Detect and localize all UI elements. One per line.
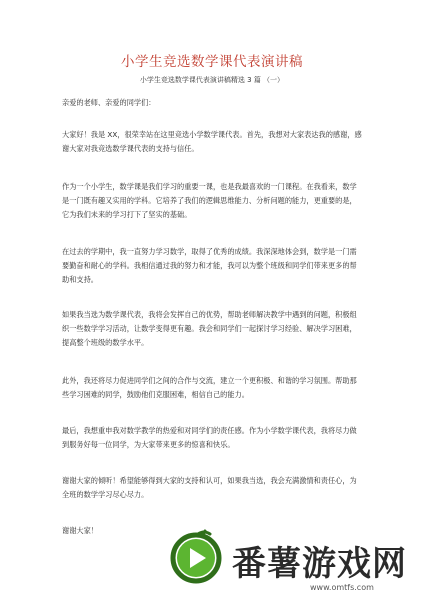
paragraph-thanks-listening: 谢谢大家的倾听！希望能够得到大家的支持和认可，如果我当选，我会充满激情和责任心，为全班的数学学习尽心尽力。 <box>62 476 357 499</box>
paragraph-salutation: 亲爱的老师、亲爱的同学们： <box>62 98 156 107</box>
paragraph-intro: 大家好！我是 XX，很荣幸站在这里竞选小学数学课代表。首先，我想对大家表达我的感谢，感谢大家对我竞选数学课代表的支持与信任。 <box>62 130 362 153</box>
document-title: 小学生竞选数学课代表演讲稿 <box>121 54 303 70</box>
paragraph-closing: 最后，我想重申我对数学教学的热爱和对同学们的责任感。作为小学数学课代表，我将尽力做到服务好每一位同学，为大家带来更多的惊喜和快乐。 <box>62 426 357 449</box>
paragraph-thanks: 谢谢大家！ <box>62 526 98 535</box>
watermark-brand: 番薯游戏网 <box>232 544 407 584</box>
paragraph-math-importance: 作为一个小学生，数学课是我们学习的重要一课，也是我最喜欢的一门课程。在我看来，数学是一门既有趣又实用的学科。它培养了我们的逻辑思维能力、分析问题的能力，更重要的是，它为我们未来的学习打下了坚实的基础。 <box>62 182 357 219</box>
paragraph-past-semester: 在过去的学期中，我一直努力学习数学，取得了优秀的成绩。我深深地体会到，数学是一门需要勤奋和耐心的学科。我相信通过我的努力和才能，我可以为整个班级和同学们带来更多的帮助和支持。 <box>62 247 357 284</box>
watermark-url: www.omtfs.com <box>310 583 374 592</box>
document-subtitle: 小学生竞选数学课代表演讲稿精选 3 篇 （一） <box>139 76 285 84</box>
watermark-logo-icon <box>168 528 224 584</box>
paragraph-if-elected: 如果我当选为数学课代表，我将会发挥自己的优势，帮助老师解决教学中遇到的问题，积极组织一些数学学习活动，让数学变得更有趣。我会和同学们一起探讨学习经验、解决学习困难，提高整个班级的数学水平。 <box>62 310 357 347</box>
paragraph-cooperation: 此外，我还将尽力促进同学们之间的合作与交流，建立一个更积极、和谐的学习氛围。帮助那些学习困难的同学，鼓励他们克服困难，相信自己的能力。 <box>62 376 357 399</box>
